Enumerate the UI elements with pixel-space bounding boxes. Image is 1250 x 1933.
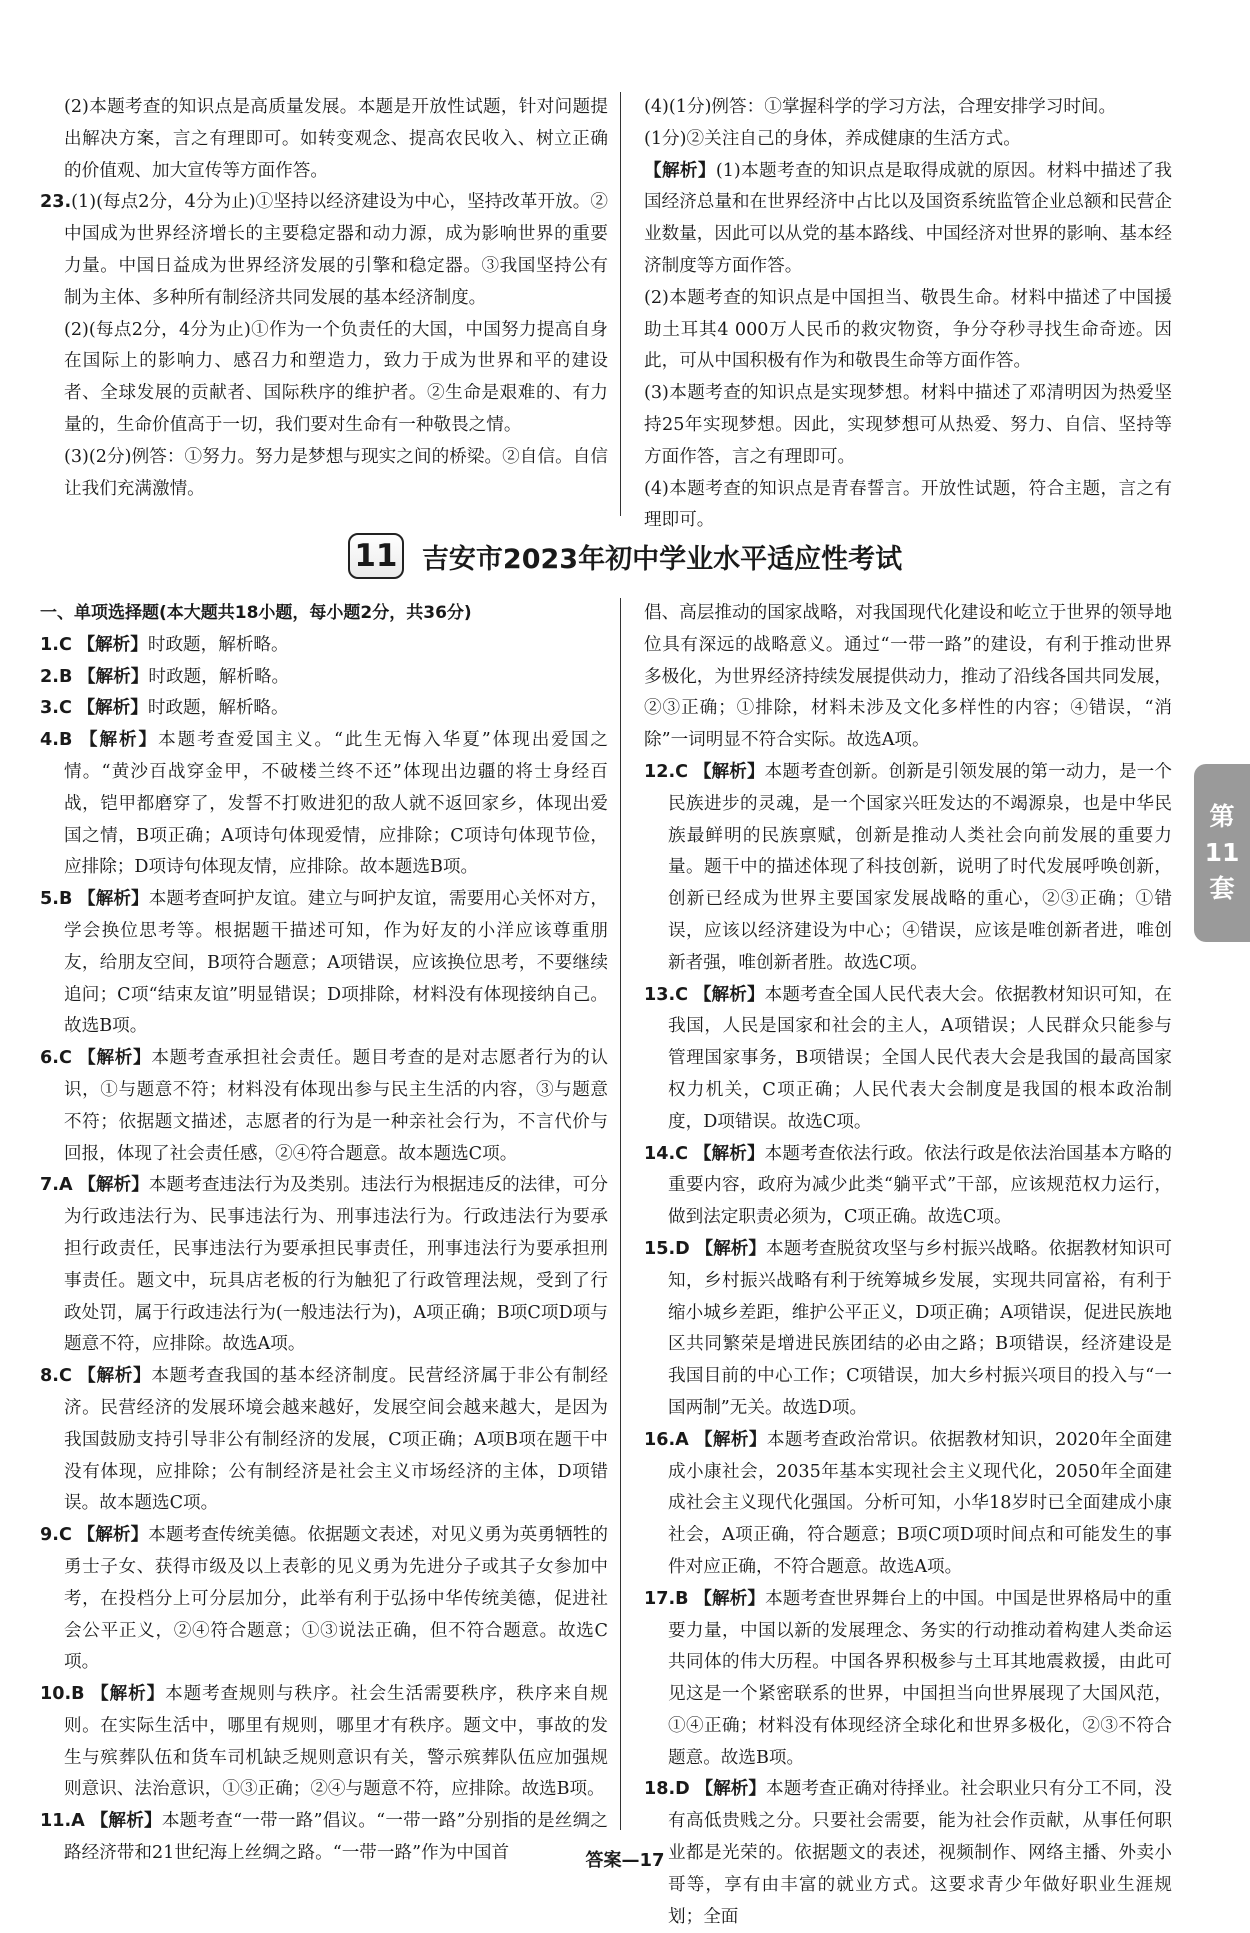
answer-23-part4-b: (1分)②关注自己的身体，养成健康的生活方式。	[644, 128, 1021, 149]
answer-letter: C	[675, 1143, 689, 1164]
answer-number: 5.	[40, 889, 59, 910]
analysis-23-part2: (2)本题考查的知识点是中国担当、敬畏生命。材料中描述了中国援助土耳其4 000万人民币的救灾物资，争分夺秒寻找生命奇迹。因此，可从中国积极有作为和敬畏生命等方面作答。	[644, 287, 1172, 372]
answer-letter: A	[675, 1429, 689, 1450]
analysis-text: 本题考查呵护友谊。建立与呵护友谊，需要用心关怀对方，学会换位思考等。根据题干描述可知，作为好友的小洋应该尊重朋友，给朋友空间，B项符合题意；A项错误，应该换位思考，不要继续追问；C项“结束友谊”明显错误；D项排除，材料没有体现接纳自己。故选B项。	[64, 889, 608, 1037]
analysis-tag: 【解析】	[90, 1811, 162, 1832]
page-footer: 答案—17	[585, 1850, 665, 1871]
analysis-tag: 【解析】	[695, 1779, 767, 1800]
answer-number: 16.	[644, 1429, 676, 1450]
analysis-text: 本题考查“一带一路”倡议。“一带一路”分别指的是丝绸之路经济带和21世纪海上丝绸之路。“一带一路”作为中国首	[64, 1811, 608, 1864]
answer-number: 1.	[40, 634, 59, 655]
answer-item	[40, 1679, 608, 1806]
analysis-tag: 【解析】	[77, 1525, 149, 1546]
answer-letter: B	[58, 666, 73, 687]
analysis-tag: 【解析】	[77, 666, 149, 687]
analysis-text: 倡、高层推动的国家战略，对我国现代化建设和屹立于世界的领导地位具有深远的战略意义。通过“一带一路”的建设，有利于推动世界多极化，为世界经济持续发展提供动力，推动了沿线各国共同发展，②③正确；①排除，材料未涉及文化多样性的内容；④错误，“消除”一词明显不符合实际。故选A项。	[644, 603, 1172, 751]
answer-letter: C	[675, 984, 689, 1005]
answer-number: 9.	[40, 1525, 59, 1546]
answer-22-part2: (2)本题考查的知识点是高质量发展。本题是开放性试题，针对问题提出解决方案，言之有理即可。如转变观念、提高农民收入、树立正确的价值观、加大宣传等方面作答。	[64, 97, 608, 181]
answer-number: 14.	[644, 1143, 676, 1164]
answer-item	[40, 1520, 608, 1679]
analysis-tag: 【解析】	[693, 984, 765, 1005]
bottom-left-column	[40, 598, 608, 1870]
side-tab-line-2: 11	[1204, 838, 1240, 867]
answer-letter: B	[58, 730, 73, 751]
analysis-text: 本题考查脱贫攻坚与乡村振兴战略。依据教材知识可知，乡村振兴战略有利于统筹城乡发展，实现共同富裕，有利于缩小城乡差距，维护公平正义，D项正确；A项错误，促进民族地区共同繁荣是增进民族团结的必由之路；B项错误，经济建设是我国目前的中心工作；C项错误，加大乡村振兴项目的投入与“一国两制”无关。故选D项。	[668, 1238, 1172, 1418]
answer-number: 17.	[644, 1588, 676, 1609]
answer-item	[644, 1425, 1172, 1584]
answer-number: 18.	[644, 1779, 676, 1800]
analysis-text: 本题考查全国人民代表大会。依据教材知识可知，在我国，人民是国家和社会的主人，A项错误；人民群众只能参与管理国家事务，B项错误；全国人民代表大会是我国的最高国家权力机关，C项正确；人民代表大会制度是我国的根本政治制度，D项错误。故选C项。	[668, 984, 1172, 1132]
answer-letter: C	[675, 761, 689, 782]
answer-letter: C	[58, 634, 72, 655]
answer-number: 10.	[40, 1684, 72, 1705]
answer-item	[40, 1043, 608, 1170]
analysis-text: 时政题，解析略。	[147, 634, 289, 655]
answer-letter: A	[58, 1175, 73, 1196]
analysis-tag: 【解析】	[694, 1588, 766, 1609]
analysis-text: 本题考查政治常识。依据教材知识，2020年全面建成小康社会，2035年基本实现社会主义现代化，2050年全面建成社会主义现代化强国。分析可知，小华18岁时已全面建成小康社会，A项正确，符合题意；B项C项D项时间点和可能发生的事件对应正确，不符合题意。故选A项。	[668, 1429, 1172, 1577]
answer-item	[40, 884, 608, 1043]
analysis-tag: 【解析】	[79, 730, 159, 751]
answer-letter: B	[58, 889, 73, 910]
analysis-text: 本题考查依法行政。依法行政是依法治国基本方略的重要内容，政府为减少此类“躺平式”干部，应该规范权力运行，做到法定职责必须为，C项正确。故选C项。	[668, 1143, 1172, 1228]
answer-23-part3: (3)(2分)例答：①努力。努力是梦想与现实之间的桥梁。②自信。自信让我们充满激情。	[64, 446, 608, 499]
answer-23-part4-a: (4)(1分)例答：①掌握科学的学习方法，合理安排学习时间。	[644, 97, 1117, 117]
analysis-text: 本题考查世界舞台上的中国。中国是世界格局中的重要力量，中国以新的发展理念、务实的行动推动着构建人类命运共同体的伟大历程。中国各界积极参与土耳其地震救援，由此可见这是一个紧密联系的世界，中国担当向世界展现了大国风范，①④正确；材料没有体现经济全球化和世界多极化，②③不符合题意。故选B项。	[668, 1588, 1172, 1768]
answer-number: 2.	[40, 666, 59, 687]
analysis-tag: 【解析】	[78, 889, 149, 910]
answer-23-part2: (2)(每点2分，4分为止)①作为一个负责任的大国，中国努力提高自身在国际上的影响力、感召力和塑造力，致力于成为世界和平的建设者、全球发展的贡献者、国际秩序的维护者。②生命是艰难的、有力量的，生命价值高于一切，我们要对生命有一种敬畏之情。	[64, 319, 608, 435]
answer-item	[40, 1361, 608, 1520]
analysis-text: 本题考查规则与秩序。社会生活需要秩序，秩序来自规则。在实际生活中，哪里有规则，哪里才有秩序。题文中，事故的发生与殡葬队伍和货车司机缺乏规则意识有关，警示殡葬队伍应加强规则意识、法治意识，①③正确；②④与题意不符，应排除。故选B项。	[64, 1684, 608, 1800]
analysis-tag: 【解析】	[77, 698, 148, 719]
analysis-text: 本题考查我国的基本经济制度。民营经济属于非公有制经济。民营经济的发展环境会越来越好，发展空间会越来越大，是因为我国鼓励支持引导非公有制经济的发展，C项正确；A项B项在题干中没有体现，应排除；公有制经济是社会主义市场经济的主体，D项错误。故本题选C项。	[64, 1366, 608, 1514]
side-tab-line-1: 第	[1209, 802, 1235, 831]
answer-item	[644, 980, 1172, 1139]
analysis-text: 时政题，解析略。	[148, 666, 290, 687]
analysis-tag: 【解析】	[693, 761, 765, 782]
answer-number: 15.	[644, 1238, 676, 1259]
answer-letter: C	[58, 1525, 72, 1546]
section-title-text: 吉安市2023年初中学业水平适应性考试	[421, 543, 903, 575]
analysis-tag: 【解析】	[77, 634, 148, 655]
analysis-tag: 【解析】	[91, 1684, 166, 1705]
answer-number: 12.	[644, 761, 676, 782]
analysis-text: 本题考查正确对待择业。社会职业只有分工不同，没有高低贵贱之分。只要社会需要，能为社会作贡献，从事任何职业都是光荣的。依据题文的表述，视频制作、网络主播、外卖小哥等，享有由丰富的就业方式。这要求青少年做好职业生涯规划；全面	[668, 1779, 1172, 1927]
answer-item	[40, 662, 608, 694]
answer-item	[40, 1170, 608, 1361]
answer-number: 13.	[644, 984, 676, 1005]
top-right-column	[644, 92, 1172, 537]
answer-letter: C	[58, 698, 72, 719]
analysis-text: 时政题，解析略。	[147, 698, 289, 719]
analysis-tag: 【解析】	[694, 1429, 767, 1450]
side-tab-line-3: 套	[1209, 874, 1235, 903]
answer-item	[644, 757, 1172, 980]
answer-number: 11.	[40, 1811, 72, 1832]
analysis-23-part4: (4)本题考查的知识点是青春誓言。开放性试题，符合主题，言之有理即可。	[644, 478, 1172, 531]
answer-letter: C	[58, 1048, 72, 1069]
answer-letter: A	[71, 1811, 85, 1832]
answer-item	[40, 725, 608, 884]
analysis-text: 本题考查传统美德。依据题文表述，对见义勇为英勇牺牲的勇士子女、获得市级及以上表彰的见义勇为先进分子或其子女参加中考，在投档分上可分层加分，此举有利于弘扬中华传统美德，促进社会公平正义，②④符合题意；①③说法正确，但不符合题意。故选C项。	[64, 1525, 608, 1673]
left-answer-list	[40, 630, 608, 1870]
answer-letter: D	[675, 1779, 690, 1800]
answer-item	[644, 1139, 1172, 1234]
analysis-tag: 【解析】	[693, 1143, 765, 1164]
right-answer-list	[644, 598, 1172, 1933]
analysis-tag: 【解析】	[78, 1048, 152, 1069]
bottom-right-column	[644, 598, 1172, 1933]
analysis-text: 本题考查违法行为及类别。违法行为根据违反的法律，可分为行政违法行为、民事违法行为、刑事违法行为。行政违法行为要承担行政责任，民事违法行为要承担民事责任，刑事违法行为要承担刑事责任。题文中，玩具店老板的行为触犯了行政管理法规，受到了行政处罚，属于行政违法行为(一般违法行为)，A项正确；B项C项D项与题意不符，应排除。故选A项。	[64, 1175, 608, 1355]
answer-letter: B	[71, 1684, 85, 1705]
answer-item	[644, 1234, 1172, 1425]
answer-letter: C	[58, 1366, 72, 1387]
question-section-heading: 一、单项选择题(本大题共18小题，每小题2分，共36分)	[40, 603, 472, 623]
analysis-23-part1: 【解析】(1)本题考查的知识点是取得成就的原因。材料中描述了我国经济总量和在世界经济中占比以及国资系统监管企业总额和民营企业数量，因此可以从党的基本路线、中国经济对世界的影响、基本经济制度等方面作答。	[644, 160, 1172, 276]
analysis-text: 本题考查创新。创新是引领发展的第一动力，是一个民族进步的灵魂，是一个国家兴旺发达的不竭源泉，也是中华民族最鲜明的民族禀赋，创新是推动人类社会向前发展的重要力量。题干中的描述体现了科技创新，说明了时代发展呼唤创新，创新已经成为世界主要国家发展战略的重心，②③正确；①错误，应该以经济建设为中心；④错误，应该是唯创新者进，唯创新者强，唯创新者胜。故选C项。	[668, 761, 1172, 973]
answer-item	[644, 1584, 1172, 1775]
answer-number: 8.	[40, 1366, 59, 1387]
section-number-badge: 11	[348, 533, 404, 579]
side-tab	[1194, 764, 1250, 942]
answer-item	[40, 630, 608, 662]
analysis-tag: 【解析】	[78, 1366, 152, 1387]
bottom-column-divider	[620, 598, 621, 1830]
analysis-tag: 【解析】	[78, 1175, 149, 1196]
answer-number: 4.	[40, 730, 59, 751]
analysis-23-part3: (3)本题考查的知识点是实现梦想。材料中描述了邓清明因为热爱坚持25年实现梦想。因此，实现梦想可从热爱、努力、自信、坚持等方面作答，言之有理即可。	[644, 383, 1172, 467]
answer-item	[40, 693, 608, 725]
analysis-tag: 【解析】	[695, 1238, 767, 1259]
section-title	[0, 534, 1250, 578]
answer-number: 6.	[40, 1048, 59, 1069]
answer-letter: D	[675, 1238, 690, 1259]
answer-23-part1: 23.(1)(每点2分，4分为止)①坚持以经济建设为中心，坚持改革开放。②中国成为世界经济增长的主要稳定器和动力源，成为影响世界的重要力量。中国日益成为世界经济发展的引擎和稳定器。③我国坚持公有制为主体、多种所有制经济共同发展的基本经济制度。	[40, 192, 608, 308]
top-left-column	[40, 92, 608, 505]
analysis-text: 本题考查承担社会责任。题目考查的是对志愿者行为的认识，①与题意不符；材料没有体现出参与民主生活的内容，③与题意不符；依据题文描述，志愿者的行为是一种亲社会行为，不言代价与回报，体现了社会责任感，②④符合题意。故本题选C项。	[64, 1048, 608, 1164]
answer-item	[644, 598, 1172, 757]
answer-letter: B	[675, 1588, 689, 1609]
answer-number: 3.	[40, 698, 59, 719]
answer-number: 7.	[40, 1175, 59, 1196]
top-column-divider	[620, 92, 621, 516]
analysis-text: 本题考查爱国主义。“此生无悔入华夏”体现出爱国之情。“黄沙百战穿金甲，不破楼兰终不还”体现出边疆的将士身经百战，铠甲都磨穿了，发誓不打败进犯的敌人就不返回家乡，体现出爱国之情，B项正确；A项诗句体现爱情，应排除；C项诗句体现节俭，应排除；D项诗句体现友情，应排除。故本题选B项。	[64, 730, 608, 878]
